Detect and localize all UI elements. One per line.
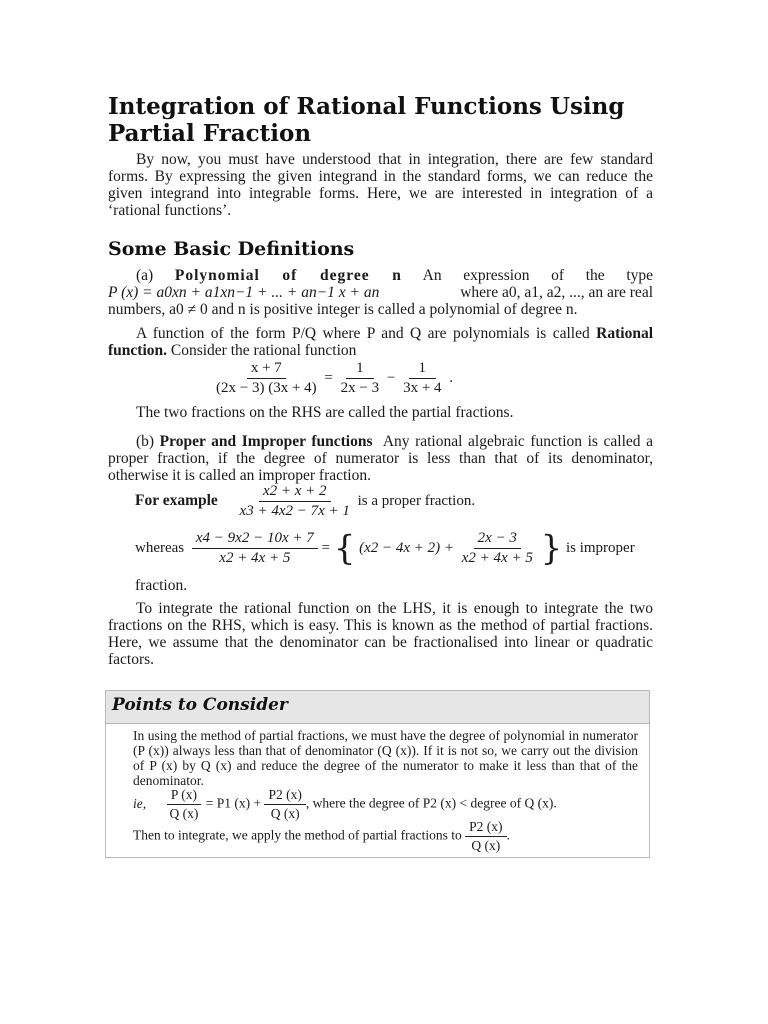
example-improper-fraction: whereas $\frac{x4 - 9x2 - 10x + 7}{x2 + 4x + 5}$ = { (x2 − 4x + 2) + $\frac{2x - 3}{x2 + 4x + 5}$ } is improper: [135, 528, 635, 569]
definition-a-label: (a): [136, 267, 154, 284]
polynomial-where: where a0, a1, a2, ..., an are real: [460, 284, 653, 301]
example-proper-fraction: For example $\frac{x2 + x + 2}{x3 + 4x2 - 7x + 1}$ is a proper fraction.: [135, 483, 476, 519]
box-header: [106, 691, 649, 724]
definition-a-line3: numbers, a0 ≠ 0 and n is positive integer is called a polynomial of degree n.: [108, 301, 578, 318]
definition-a-line2: [108, 284, 653, 301]
section-heading: Some Basic Definitions: [108, 238, 355, 260]
whereas-remainder-fraction: $\frac{2x - 3}{x2 + 4x + 5}$: [461, 530, 533, 566]
definition-a-term: Polynomial of degree n: [174, 267, 402, 284]
equation-partial-fraction: $\frac{x + 7}{(2x - 3) (3x + 4)}$ = $\frac{1}{2x - 3}$ − $\frac{1}{3x + 4}$ .: [212, 360, 453, 397]
definition-a-text: An expression of the type: [422, 267, 654, 284]
rational-function-paragraph: [108, 325, 653, 359]
eq1-term1-fraction: $\frac{1}{2x - 3}$: [340, 360, 380, 396]
rational-text-2: Consider the rational function: [170, 342, 357, 359]
eq1-lhs-fraction: $\frac{x + 7}{(2x - 3) (3x + 4)}$: [216, 360, 317, 396]
definition-a-line1: [108, 267, 653, 284]
example-label: For example: [135, 491, 218, 509]
definition-b-text: Any rational algebraic function is called a proper fraction, if the degree of numerator is less than that of its denominator, otherwise it is called an improper fraction.: [108, 433, 654, 484]
definition-b-paragraph: (b) Proper and Improper functions Any rational algebraic function is called a proper fraction, if the degree of numerator is less than that of its denominator, otherwise it is called an improper fraction.: [108, 433, 654, 484]
page-title: Integration of Rational Functions Using Partial Fraction: [108, 93, 625, 147]
rational-text-1: A function of the form P/Q where P and Q are polynomials is called: [136, 325, 590, 342]
definition-b-term: Proper and Improper functions: [159, 433, 373, 450]
box-title: Points to Consider: [112, 695, 288, 715]
box-final-line: Then to integrate, we apply the method of partial fractions to $\frac{P2 (x)}{Q (x)}$ .: [133, 819, 510, 853]
eq1-term2-fraction: $\frac{1}{3x + 4}$: [403, 360, 442, 396]
intro-paragraph: By now, you must have understood that in integration, there are few standard forms. By expressing the given integrand in the standard forms, we can reduce the given integrand into integrable forms. Here, we are interested in integration of a ‘rational functions’.: [108, 151, 653, 219]
method-paragraph: To integrate the rational function on the LHS, it is enough to integrate the two fractions on the RHS, which is easy. This is known as the method of partial fractions. Here, we assume that the denominator can be fractionalised into linear or quadratic factors.: [108, 600, 653, 668]
example-fraction: $\frac{x2 + x + 2}{x3 + 4x2 - 7x + 1}$: [239, 483, 350, 519]
rational-term: Rational function.: [108, 325, 653, 359]
fraction-continuation: fraction.: [135, 577, 188, 594]
points-to-consider-box: [105, 690, 650, 858]
whereas-fraction: $\frac{x4 - 9x2 - 10x + 7}{x2 + 4x + 5}$: [192, 530, 318, 567]
box-ie-equation: ie, $\frac{P (x)}{Q (x)}$ = P1 (x) + $\frac{P2 (x)}{Q (x)}$ , where the degree of P2 (x) < degree of Q (x).: [133, 787, 557, 821]
partial-fractions-text: The two fractions on the RHS are called the partial fractions.: [136, 404, 514, 421]
polynomial-expression: P (x) = a0xn + a1xn−1 + ... + an−1 x + an: [108, 284, 380, 301]
box-paragraph: In using the method of partial fractions, we must have the degree of polynomial in numerator (P (x)) always less than that of denominator (Q (x)). If it is not so, we carry out the division of P (x) by Q (x) and reduce the degree of the numerator to make it less than that of the denominator.: [133, 728, 638, 788]
